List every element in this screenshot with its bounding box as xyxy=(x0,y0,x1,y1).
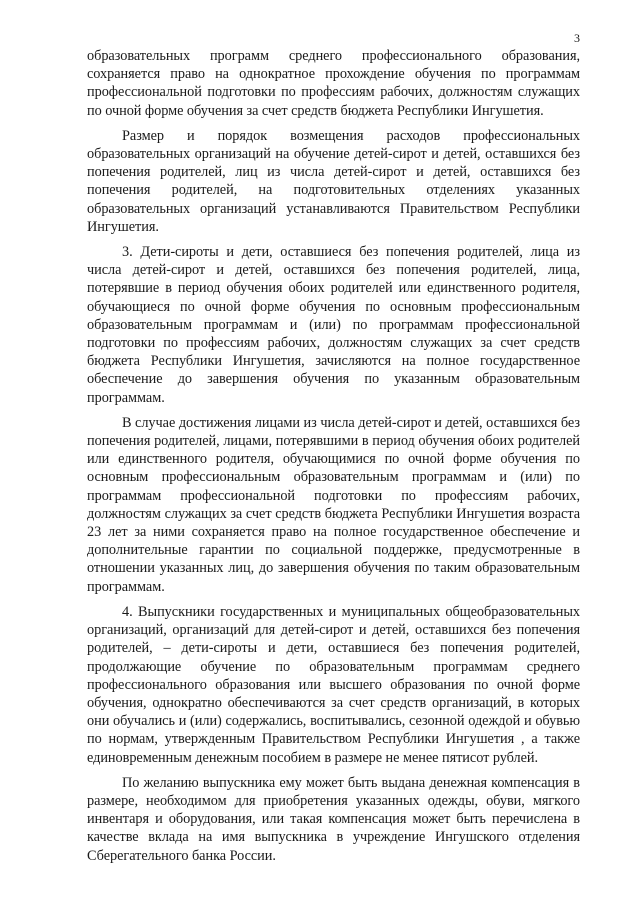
paragraph-6: По желанию выпускника ему может быть выдана денежная компенсация в размере, необходимом для приобретения указанных одежды, обуви, мягкого инвентаря и оборудования, или такая компенсация может быть перечислена в качестве вклада на имя выпускника в учреждение Ингушского отделения Сберегательного банка России. xyxy=(87,774,580,864)
paragraph-5: 4. Выпускники государственных и муниципальных общеобразовательных организаций, организаций для детей-сирот и детей, оставшихся без попечения родителей, – дети-сироты и дети, оставшиеся без попечения родителей, продолжающие обучение по образовательным программам среднего профессионального образования или высшего образования по очной форме обучения, однократно обеспечиваются за счет средств организаций, в которых они обучались и (или) содержались, воспитывались, сезонной одеждой и обувью по нормам, утвержденным Правительством Республики Ингушетия , а также единовременным денежным пособием в размере не менее пятисот рублей. xyxy=(87,603,580,766)
paragraph-4: В случае достижения лицами из числа детей-сирот и детей, оставшихся без попечения родителей, лицами, потерявшими в период обучения обоих родителей или единственного родителя, обучающимися по очной форме обучения по основным профессиональным образовательным программам и (или) по программам профессиональной подготовки по профессиям рабочих, должностям служащих за счет средств бюджета Республики Ингушетия возраста 23 лет за ними сохраняется право на полное государственное обеспечение и дополнительные гарантии по социальной поддержке, предусмотренные в отношении указанных лиц, до завершения обучения по таким образовательным программам. xyxy=(87,414,580,595)
paragraph-2: Размер и порядок возмещения расходов профессиональных образовательных организаций на обучение детей-сирот и детей, оставшихся без попечения родителей, лиц из числа детей-сирот и детей, оставшихся без попечения родителей, на подготовительных отделениях указанных образовательных организаций устанавливаются Правительством Республики Ингушетия. xyxy=(87,127,580,235)
page-number: 3 xyxy=(574,31,580,45)
document-body xyxy=(87,47,580,865)
paragraph-1: образовательных программ среднего профессионального образования, сохраняется право на однократное прохождение обучения по программам профессиональной подготовки по профессиям рабочих, должностям служащих по очной форме обучения за счет средств бюджета Республики Ингушетия. xyxy=(87,48,580,119)
paragraph-3: 3. Дети-сироты и дети, оставшиеся без попечения родителей, лица из числа детей-сирот и детей, оставшихся без попечения родителей, лица, потерявшие в период обучения обоих родителей или единственного родителя, обучающиеся по очной форме обучения по основным профессиональным образовательным программам и (или) по программам профессиональной подготовки по профессиям рабочих, должностям служащих за счет средств бюджета Республики Ингушетия, зачисляются на полное государственное обеспечение до завершения обучения по указанным образовательным программам. xyxy=(87,244,580,406)
